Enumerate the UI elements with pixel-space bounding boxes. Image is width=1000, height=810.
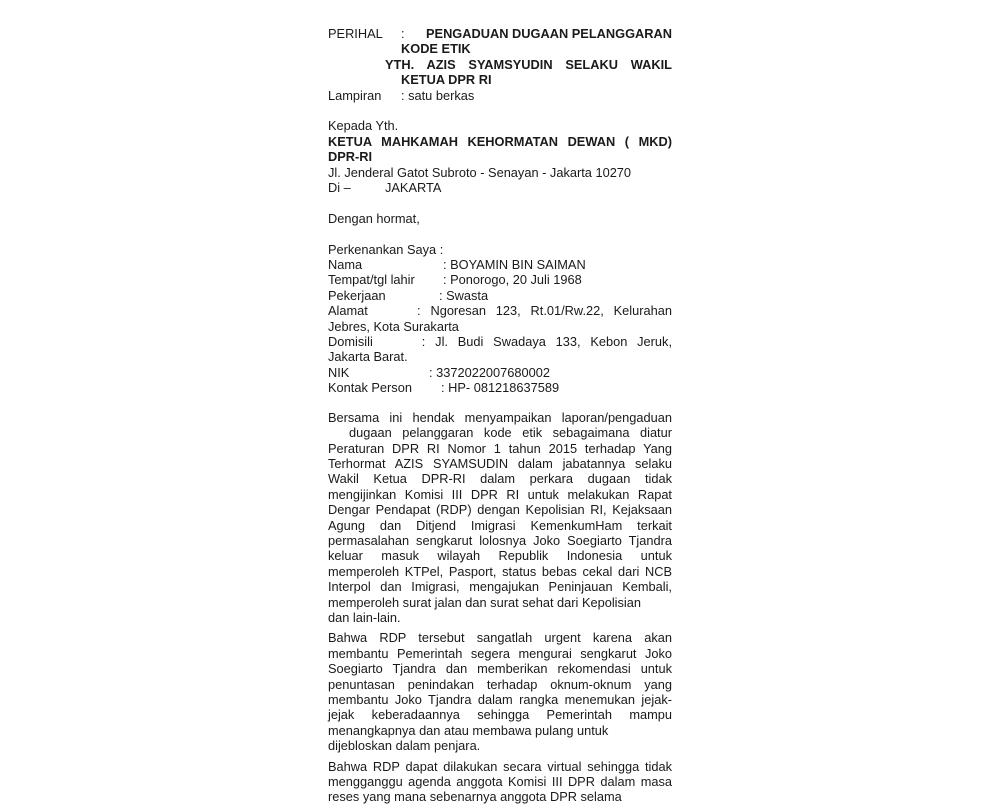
paragraph-2 — [328, 630, 672, 753]
lampiran-row — [328, 88, 672, 103]
perihal-subject-line2: KODE ETIK — [401, 41, 471, 57]
identity-alamat-line1: Alamat : Ngoresan 123, Rt.01/Rw.22, Kelurahan — [328, 303, 672, 319]
lampiran-value: : satu berkas — [401, 87, 475, 103]
perihal-subject-line1: PENGADUAN DUGAAN PELANGGARAN — [426, 26, 672, 41]
recipient-name-line2: DPR-RI — [328, 149, 373, 165]
identity-ttl-row — [328, 272, 672, 287]
identity-nama-value: : BOYAMIN BIN SAIMAN — [443, 257, 586, 273]
salutation: Dengan hormat, — [328, 210, 420, 226]
paragraph-1-last-line: dan lain-lain. — [328, 609, 401, 625]
paragraph-3 — [328, 759, 672, 805]
perihal-label: PERIHAL — [328, 26, 383, 41]
paragraph-2-body: Bahwa RDP tersebut sangatlah urgent karena akan membantu Pemerintah segera mengurai sengkarut Joko Soegiarto Tjandra dan memberikan rekomendasi untuk penuntasan penindakan terhadap oknum-oknum yang membantu Joko Tjandra dalam rangka menemukan jejak-jejak keberadaannya sehingga Pemerintah mampu menangkapnya dan atau membawa pulang untuk — [328, 630, 672, 738]
paragraph-1-body: Bersama ini hendak menyampaikan laporan/pengaduan dugaan pelanggaran kode etik sebagaimana diatur Peraturan DPR RI Nomor 1 tahun 2015 terhadap Yang Terhormat AZIS SYAMSUDIN dalam jabatannya selaku Wakil Ketua DPR-RI dalam perkara dugaan tidak mengijinkan Komisi III DPR RI untuk melakukan Rapat Dengar Pendapat (RDP) dengan Kepolisian RI, Kejaksaan Agung dan Ditjend Imigrasi KemenkumHam terkait permasalahan sengkarut lolosnya Joko Soegiarto Tjandra keluar masuk wilayah Republik Indonesia untuk memperoleh KTPel, Pasport, status bebas cekal dari NCB Interpol dan Imigrasi, mengajukan Peninjauan Kembali, memperoleh surat jalan dan surat sehat dari Kepolisian — [328, 409, 672, 610]
letter-page — [328, 26, 672, 810]
paragraph-1 — [328, 410, 672, 626]
paragraph-3-body: Bahwa RDP dapat dilakukan secara virtual sehingga tidak mengganggu agenda anggota Komisi III DPR dalam masa reses yang mana sebenarnya anggota DPR selama — [328, 758, 672, 805]
identity-domisili-line1: Domisili : Jl. Budi Swadaya 133, Kebon Jeruk, — [328, 334, 672, 350]
identity-domisili-line2: Jakarta Barat. — [328, 349, 408, 365]
recipient-di-label: Di – — [328, 180, 351, 196]
identity-kontak-row — [328, 380, 672, 395]
identity-nik-value: : 3372022007680002 — [429, 364, 550, 380]
recipient-address: Jl. Jenderal Gatot Subroto - Senayan - Jakarta 10270 — [328, 164, 632, 180]
identity-nama-row — [328, 257, 672, 272]
perihal-subject-line3: YTH. AZIS SYAMSYUDIN SELAKU WAKIL — [385, 56, 672, 72]
perihal-row — [328, 26, 672, 41]
recipient-name-line1: KETUA MAHKAMAH KEHORMATAN DEWAN ( MKD) — [328, 133, 672, 149]
perihal-colon: : — [401, 26, 405, 41]
perihal-subject-line4: KETUA DPR RI — [401, 72, 492, 88]
identity-pekerjaan-row — [328, 288, 672, 303]
lampiran-label: Lampiran — [328, 87, 382, 103]
identity-nama-label: Nama — [328, 257, 363, 273]
identity-pekerjaan-value: : Swasta — [439, 287, 489, 303]
identity-kontak-label: Kontak Person — [328, 380, 412, 396]
identity-nik-label: NIK — [328, 364, 350, 380]
identity-alamat-line2: Jebres, Kota Surakarta — [328, 318, 459, 334]
identity-pekerjaan-label: Pekerjaan — [328, 287, 386, 303]
identity-ttl-value: : Ponorogo, 20 Juli 1968 — [443, 272, 582, 288]
recipient-greeting: Kepada Yth. — [328, 118, 399, 134]
identity-kontak-value: : HP- 081218637589 — [441, 380, 560, 396]
recipient-di-value: JAKARTA — [385, 180, 442, 196]
letter-body — [328, 410, 672, 805]
recipient-di-row — [328, 180, 672, 195]
intro-line: Perkenankan Saya : — [328, 241, 444, 257]
identity-ttl-label: Tempat/tgl lahir — [328, 272, 415, 288]
identity-nik-row — [328, 365, 672, 380]
paragraph-2-last-line: dijebloskan dalam penjara. — [328, 738, 481, 754]
